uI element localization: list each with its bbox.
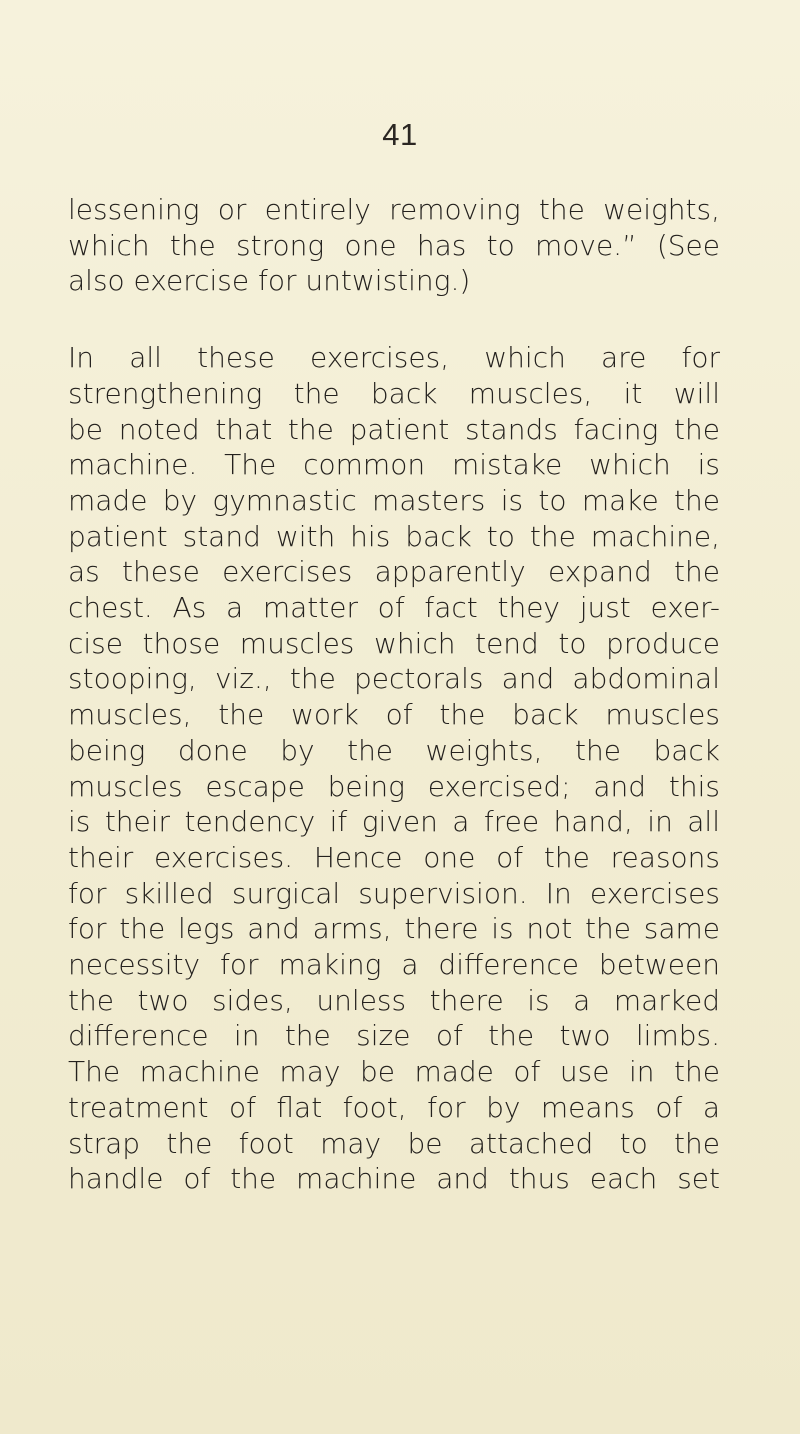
text-line: handle of the machine and thus each set <box>68 1162 720 1196</box>
text-line: be noted that the patient stands facing the <box>68 412 720 446</box>
text-line: the two sides, unless there is a marked <box>68 983 720 1017</box>
text-line: In all these exercises, which are for <box>68 341 720 375</box>
text-line: strengthening the back muscles, it will <box>68 376 720 410</box>
body-text <box>68 192 720 1197</box>
text-line: patient stand with his back to the machine, <box>68 519 720 553</box>
text-line: their exercises. Hence one of the reasons <box>68 840 720 874</box>
text-line: also exercise for untwisting.) <box>68 264 471 298</box>
text-line: strap the foot may be attached to the <box>68 1126 720 1160</box>
text-line: muscles, the work of the back muscles <box>68 698 720 732</box>
text-line: as these exercises apparently expand the <box>68 555 720 589</box>
text-line: necessity for making a difference between <box>68 948 720 982</box>
paragraph-1 <box>68 192 720 299</box>
text-line: The machine may be made of use in the <box>68 1055 720 1089</box>
text-line: chest. As a matter of fact they just exer- <box>68 591 720 625</box>
text-line: which the strong one has to move.” (See <box>68 228 720 262</box>
text-line: being done by the weights, the back <box>68 733 720 767</box>
text-line: for skilled surgical supervision. In exercises <box>68 876 720 910</box>
text-line: treatment of flat foot, for by means of a <box>68 1090 720 1124</box>
page-number: 41 <box>382 117 418 152</box>
text-line: cise those muscles which tend to produce <box>68 626 720 660</box>
paragraph-2 <box>68 340 720 1197</box>
text-line: muscles escape being exercised; and this <box>68 769 720 803</box>
text-line: for the legs and arms, there is not the same <box>68 912 720 946</box>
text-line: made by gymnastic masters is to make the <box>68 483 720 517</box>
text-line: machine. The common mistake which is <box>68 448 720 482</box>
paragraph-gap <box>68 299 720 340</box>
text-line: stooping, viz., the pectorals and abdominal <box>68 662 720 696</box>
text-line: is their tendency if given a free hand, in all <box>68 805 720 839</box>
text-line: difference in the size of the two limbs. <box>68 1019 720 1053</box>
text-line: lessening or entirely removing the weights, <box>68 193 720 226</box>
